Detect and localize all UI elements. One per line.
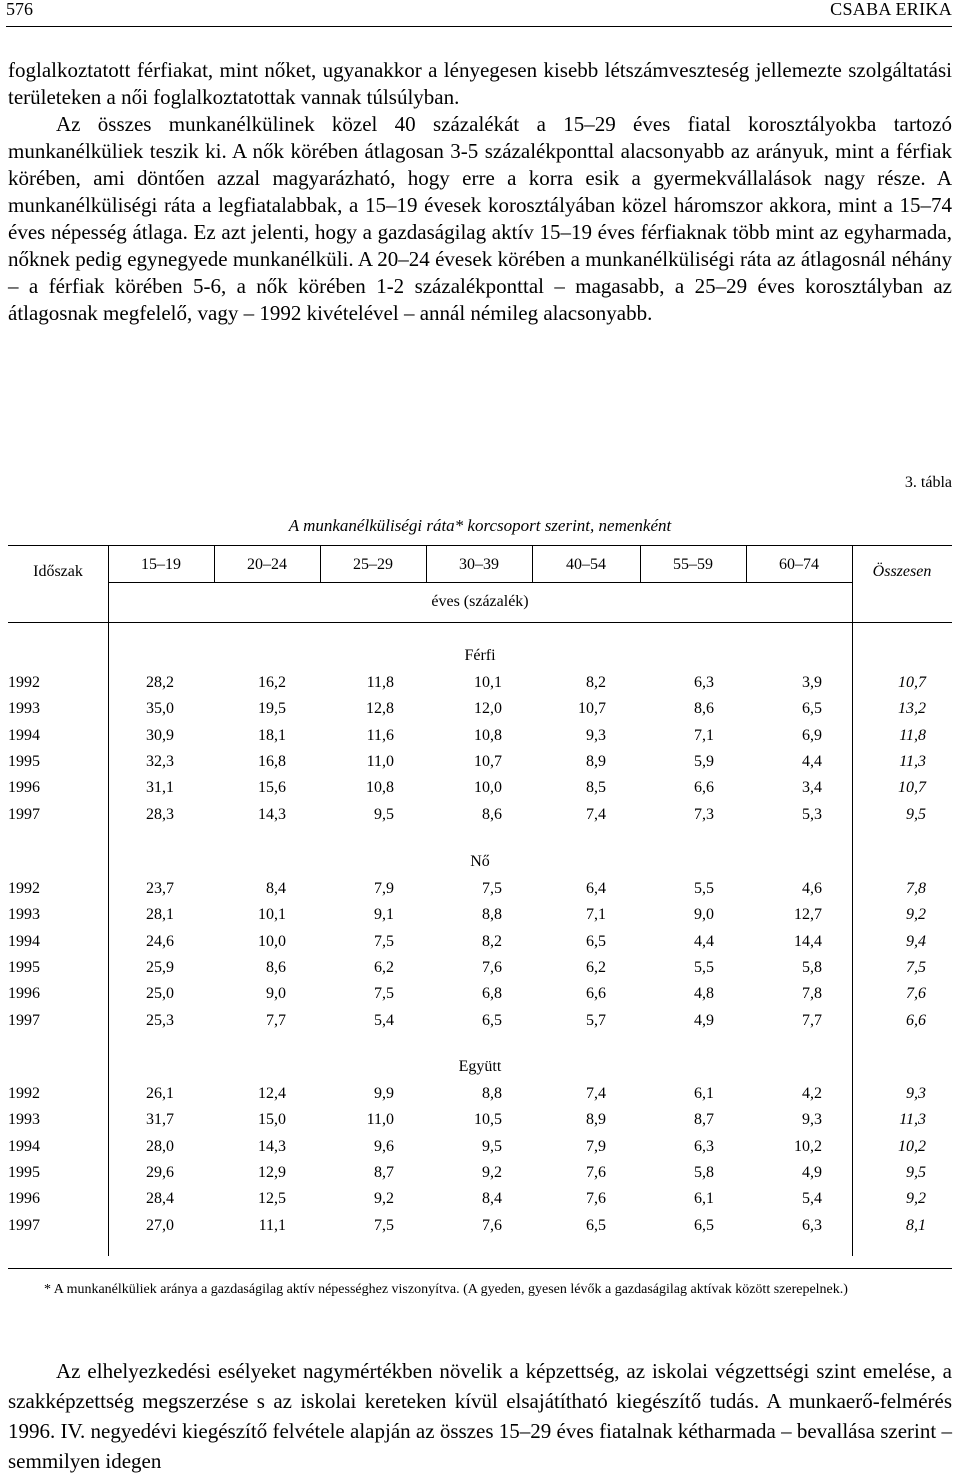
table-cell: 28,0 xyxy=(146,1137,174,1155)
table-cell: 16,2 xyxy=(258,674,286,691)
table-row-year: 1994 xyxy=(8,726,40,744)
table-cell: 5,9 xyxy=(694,752,714,770)
header-bottom-rule xyxy=(8,622,952,623)
table-cell: 7,5 xyxy=(374,932,394,950)
table-cell: 6,2 xyxy=(586,958,606,976)
paragraph-top-line1: foglalkoztatott férfiakat, mint nőket, ugyanakkor a lényegesen kisebb létszámveszteség jellemezte szolgáltatási területeken a női foglalkoztatottak vannak túlsúlyban. xyxy=(8,58,952,109)
table-cell: 28,2 xyxy=(146,674,174,691)
table-cell: 16,8 xyxy=(258,752,286,770)
table-cell: 11,0 xyxy=(366,752,394,770)
table-cell: 28,1 xyxy=(146,906,174,924)
table-cell: 14,3 xyxy=(258,805,286,823)
table-cell: 7,9 xyxy=(374,880,394,897)
table-cell: 7,6 xyxy=(586,1163,606,1181)
table-cell: 6,5 xyxy=(694,1216,714,1234)
section-label: Férfi xyxy=(464,647,496,664)
table-cell-total: 9,2 xyxy=(906,906,926,924)
table-cell: 14,3 xyxy=(258,1137,286,1155)
table-row-year: 1994 xyxy=(8,932,40,950)
table-cell-total: 13,2 xyxy=(898,700,926,718)
table-cell: 6,6 xyxy=(694,779,714,797)
age-header: 20–24 xyxy=(247,556,287,573)
table-cell: 6,1 xyxy=(694,1190,714,1208)
table-cell: 30,9 xyxy=(146,726,174,744)
table-cell: 10,1 xyxy=(258,906,286,924)
table-cell-total: 9,4 xyxy=(906,932,926,950)
table-cell: 6,4 xyxy=(586,880,606,897)
table-cell: 5,7 xyxy=(586,1011,606,1029)
age-header: 60–74 xyxy=(779,556,819,573)
period-header: Időszak xyxy=(33,563,83,580)
table-cell: 7,5 xyxy=(482,880,502,897)
table-cell-total: 7,5 xyxy=(906,958,926,976)
table-cell-total: 9,3 xyxy=(906,1085,926,1102)
table-cell-total: 9,2 xyxy=(906,1190,926,1208)
table-cell: 10,1 xyxy=(474,674,502,691)
section-label: Nő xyxy=(470,853,490,870)
table-cell: 9,3 xyxy=(802,1111,822,1129)
table-row-year: 1996 xyxy=(8,1190,40,1208)
table-title: A munkanélküliségi ráta* korcsoport szerint, nemenként xyxy=(288,516,672,535)
table-cell: 4,2 xyxy=(802,1085,822,1102)
table-cell: 23,7 xyxy=(146,880,174,897)
table-cell-total: 10,7 xyxy=(898,674,926,691)
table-row-year: 1997 xyxy=(8,805,40,823)
section-label: Együtt xyxy=(458,1058,502,1075)
age-header: 40–54 xyxy=(566,556,606,573)
table-cell: 6,1 xyxy=(694,1085,714,1102)
age-header: 55–59 xyxy=(673,556,713,573)
table-cell: 6,6 xyxy=(586,985,606,1003)
table-row-year: 1995 xyxy=(8,1163,40,1181)
table-cell: 6,5 xyxy=(586,1216,606,1234)
table-row-year: 1996 xyxy=(8,779,40,797)
table-row-year: 1993 xyxy=(8,906,40,924)
table-cell: 10,7 xyxy=(578,700,606,718)
table-cell: 6,5 xyxy=(586,932,606,950)
table-cell: 9,5 xyxy=(374,805,394,823)
table-top-rule xyxy=(8,545,952,546)
table-cell: 9,6 xyxy=(374,1137,394,1155)
table-cell-total: 10,2 xyxy=(898,1137,926,1155)
table-cell: 9,0 xyxy=(266,985,286,1003)
table-cell: 3,9 xyxy=(802,674,822,691)
table-row-year: 1996 xyxy=(8,985,40,1003)
table-cell: 10,8 xyxy=(474,726,502,744)
table-cell: 5,5 xyxy=(694,880,714,897)
table-row-year: 1995 xyxy=(8,958,40,976)
table-cell: 6,2 xyxy=(374,958,394,976)
table-cell-total: 9,5 xyxy=(906,1163,926,1181)
table-cell: 8,7 xyxy=(694,1111,714,1129)
table-cell: 25,0 xyxy=(146,985,174,1003)
table-cell: 5,4 xyxy=(802,1190,822,1208)
table-cell: 29,6 xyxy=(146,1163,174,1181)
table-cell: 12,8 xyxy=(366,700,394,718)
table-row-year: 1993 xyxy=(8,1111,40,1129)
table-cell: 28,3 xyxy=(146,805,174,823)
table-cell: 28,4 xyxy=(146,1190,174,1208)
table-cell: 4,8 xyxy=(694,985,714,1003)
table-cell: 5,5 xyxy=(694,958,714,976)
table-cell: 6,3 xyxy=(694,674,714,691)
table-row-year: 1992 xyxy=(8,880,40,897)
unit-label: éves (százalék) xyxy=(431,593,529,610)
table-row-year: 1992 xyxy=(8,674,40,691)
table-cell: 32,3 xyxy=(146,752,174,770)
table-cell: 6,5 xyxy=(802,700,822,718)
table-cell: 10,7 xyxy=(474,752,502,770)
table-cell: 12,5 xyxy=(258,1190,286,1208)
table-cell-total: 7,8 xyxy=(906,880,926,897)
paragraph-bottom-text: Az elhelyezkedési esélyeket nagymértékben növelik a képzettség, az iskolai végzettségi szint emelése, a szakképzettség megszerzése s az iskolai kereteken kívül elsajátítható kiegészítő tudás. A munkaerő-felmérés 1996. IV. negyedévi kiegészítő felvétele alapján az összes 15–29 éves fiatalnak kétharmada – bevallása szerint – semmilyen idegen xyxy=(8,1359,952,1473)
table-cell: 26,1 xyxy=(146,1085,174,1102)
table-cell: 8,9 xyxy=(586,752,606,770)
table-cell: 10,0 xyxy=(258,932,286,950)
table-cell: 9,0 xyxy=(694,906,714,924)
table-cell: 8,8 xyxy=(482,1085,502,1102)
table-row-year: 1997 xyxy=(8,1216,40,1234)
table-cell: 15,0 xyxy=(258,1111,286,1129)
table-cell: 10,5 xyxy=(474,1111,502,1129)
table-cell: 7,7 xyxy=(802,1011,822,1029)
table-cell: 18,1 xyxy=(258,726,286,744)
table-cell: 12,0 xyxy=(474,700,502,718)
table-cell: 7,5 xyxy=(374,985,394,1003)
paragraph-top-line2: Az összes munkanélkülinek közel 40 százalékát a 15–29 éves fiatal korosztályokba tartozó munkanélküliek teszik ki. A nők körében átlagosan 3-5 százalékponttal alacsonyabb az arányuk, mint a férfiak körében, ami döntően azzal magyarázható, hogy erre a korra esik a gyermekvállalások nagy része. A munkanélküliségi ráta a legfiatalabbak, a 15–19 évesek korosztályában közel háromszor akkora, mint a 15–74 éves népesség átlaga. Ez azt jelenti, hogy a gazdaságilag aktív 15–19 éves férfiaknak több mint az egyharmada, nőknek pedig egynegyede munkanélküli. A 20–24 évesek körében a munkanélküliségi ráta az átlagosnál néhány – a férfiak körében 5-6, a nők körében 1-2 százalékponttal – magasabb, a 25–29 éves korosztályban az átlagosnak megfelelő, vagy – 1992 kivételével – annál némileg alacsonyabb. xyxy=(8,112,952,325)
table-cell: 7,4 xyxy=(586,1085,606,1102)
table-row-year: 1995 xyxy=(8,752,40,770)
table-cell: 25,9 xyxy=(146,958,174,976)
table-row-year: 1994 xyxy=(8,1137,40,1155)
table-cell: 7,7 xyxy=(266,1011,286,1029)
page-number: 576 xyxy=(6,0,33,19)
table-cell: 11,0 xyxy=(366,1111,394,1129)
table-cell: 11,6 xyxy=(366,726,394,744)
table-cell: 25,3 xyxy=(146,1011,174,1029)
table-cell: 6,3 xyxy=(802,1216,822,1234)
table-cell: 7,5 xyxy=(374,1216,394,1234)
table-cell: 8,2 xyxy=(482,932,502,950)
table-cell: 8,2 xyxy=(586,674,606,691)
table-number: 3. tábla xyxy=(904,474,952,491)
table-cell: 7,6 xyxy=(586,1190,606,1208)
table-cell: 8,9 xyxy=(586,1111,606,1129)
table-cell-total: 11,8 xyxy=(899,726,926,744)
paragraph-bottom xyxy=(8,1356,952,1476)
table-cell: 10,2 xyxy=(794,1137,822,1155)
table-cell: 14,4 xyxy=(794,932,822,950)
table-cell: 6,5 xyxy=(482,1011,502,1029)
table-cell: 12,7 xyxy=(794,906,822,924)
table-cell: 8,6 xyxy=(266,958,286,976)
table-cell: 4,9 xyxy=(802,1163,822,1181)
table-cell: 9,1 xyxy=(374,906,394,924)
table-row-year: 1993 xyxy=(8,700,40,718)
table-cell-total: 11,3 xyxy=(899,752,926,770)
table-cell-total: 11,3 xyxy=(899,1111,926,1129)
table-cell: 6,9 xyxy=(802,726,822,744)
table-cell: 7,1 xyxy=(694,726,714,744)
table-cell: 5,8 xyxy=(802,958,822,976)
table-cell: 6,8 xyxy=(482,985,502,1003)
table-cell: 12,9 xyxy=(258,1163,286,1181)
table-cell: 7,3 xyxy=(694,805,714,823)
table-cell: 5,4 xyxy=(374,1011,394,1029)
table-cell: 8,6 xyxy=(694,700,714,718)
table-cell: 9,2 xyxy=(482,1163,502,1181)
table-cell: 4,6 xyxy=(802,880,822,897)
table-row-year: 1992 xyxy=(8,1085,40,1102)
table-cell: 7,6 xyxy=(482,1216,502,1234)
table-cell-total: 10,7 xyxy=(898,779,926,797)
author-name: CSABA ERIKA xyxy=(830,0,952,19)
age-header: 15–19 xyxy=(141,556,181,573)
table-cell-total: 6,6 xyxy=(906,1011,926,1029)
table-cell: 11,1 xyxy=(258,1216,286,1234)
table-cell: 6,3 xyxy=(694,1137,714,1155)
table-cell: 4,4 xyxy=(802,752,822,770)
table-cell: 7,1 xyxy=(586,906,606,924)
table-cell: 5,8 xyxy=(694,1163,714,1181)
table-cell: 4,9 xyxy=(694,1011,714,1029)
table-row-year: 1997 xyxy=(8,1011,40,1029)
table-cell: 11,8 xyxy=(366,674,394,691)
table-cell: 7,9 xyxy=(586,1137,606,1155)
table-cell: 9,2 xyxy=(374,1190,394,1208)
table-cell: 8,7 xyxy=(374,1163,394,1181)
age-header: 30–39 xyxy=(459,556,499,573)
total-header: Összesen xyxy=(872,563,932,580)
table-cell: 31,1 xyxy=(146,779,174,797)
table-cell: 5,3 xyxy=(802,805,822,823)
table-cell: 27,0 xyxy=(146,1216,174,1234)
table-cell: 8,8 xyxy=(482,906,502,924)
table-cell: 8,4 xyxy=(482,1190,502,1208)
table-cell: 8,4 xyxy=(266,880,286,897)
table-cell: 31,7 xyxy=(146,1111,174,1129)
paragraph-top xyxy=(8,57,952,327)
column-rule xyxy=(852,545,853,1256)
table-cell: 8,5 xyxy=(586,779,606,797)
table-cell-total: 7,6 xyxy=(906,985,926,1003)
table-cell: 7,4 xyxy=(586,805,606,823)
table-cell: 19,5 xyxy=(258,700,286,718)
table-cell: 9,3 xyxy=(586,726,606,744)
table-cell: 24,6 xyxy=(146,932,174,950)
table-footnote: * A munkanélküliek aránya a gazdaságilag aktív népességhez viszonyítva. (A gyeden, gyesen lévők a gazdaságilag aktívak között szerepelnek.) xyxy=(44,1282,848,1297)
table-cell: 3,4 xyxy=(802,779,822,797)
table-cell: 7,8 xyxy=(802,985,822,1003)
table-cell: 9,5 xyxy=(482,1137,502,1155)
table-cell: 7,6 xyxy=(482,958,502,976)
table-cell: 10,8 xyxy=(366,779,394,797)
table-cell: 12,4 xyxy=(258,1085,286,1102)
table-cell: 4,4 xyxy=(694,932,714,950)
table-cell: 8,6 xyxy=(482,805,502,823)
table-cell: 10,0 xyxy=(474,779,502,797)
table-cell-total: 9,5 xyxy=(906,805,926,823)
header-mid-rule xyxy=(108,582,852,583)
table-cell: 9,9 xyxy=(374,1085,394,1102)
age-header: 25–29 xyxy=(353,556,393,573)
table-bottom-rule xyxy=(8,1268,952,1269)
table-cell: 15,6 xyxy=(258,779,286,797)
table-cell: 35,0 xyxy=(146,700,174,718)
running-head xyxy=(6,0,952,27)
table-cell-total: 8,1 xyxy=(906,1216,926,1234)
